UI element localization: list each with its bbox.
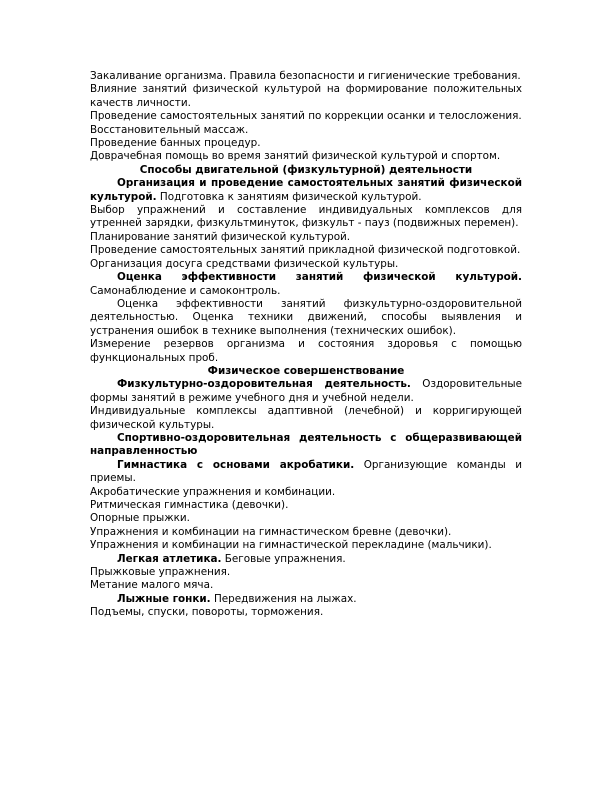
paragraph-gymnastics [90, 459, 522, 486]
paragraph-hardening: Закаливание организма. Правила безопасности и гигиенические требования. [90, 70, 521, 82]
bold-lead-organization: Организация и проведение самостоятельных занятий физической культурой. [90, 177, 522, 203]
paragraph-organization [90, 177, 522, 204]
paragraph-first-aid: Доврачебная помощь во время занятий физической культурой и спортом. [90, 150, 501, 163]
paragraph-throwing: Метание малого мяча. [90, 579, 214, 592]
paragraph-exercise-choice: Выбор упражнений и составление индивидуальных комплексов для утренней зарядки, физкультминуток, физкульт - пауз (подвижных перемен). [90, 204, 522, 230]
document-page [90, 70, 522, 620]
paragraph-applied-training: Проведение самостоятельных занятий прикладной физической подготовкой. [90, 244, 521, 257]
bold-lead-gymnastics: Гимнастика с основами акробатики. [117, 458, 355, 471]
paragraph-adaptive-complexes: Индивидуальные комплексы адаптивной (лечебной) и корригирующей физической культуры. [90, 405, 522, 431]
paragraph-organization-rest: Подготовка к занятиям физической культурой. [156, 190, 422, 203]
paragraph-planning: Планирование занятий физической культурой. [90, 230, 351, 243]
section-heading-methods: Способы двигательной (физкультурной) деятельности [139, 163, 473, 176]
paragraph-technique-evaluation: Оценка эффективности занятий физкультурно-оздоровительной деятельностью. Оценка техники движений, способы выявления и устранения ошибок в технике выполнения (технических ошибок). [90, 297, 522, 337]
paragraph-reserves: Измерение резервов организма и состояния здоровья с помощью функциональных проб. [90, 338, 522, 364]
paragraph-climbs: Подъемы, спуски, повороты, торможения. [90, 606, 324, 619]
paragraph-beam: Упражнения и комбинации на гимнастическом бревне (девочки). [90, 525, 452, 538]
paragraph-skiing [90, 593, 522, 606]
paragraph-health-activity [90, 378, 522, 405]
paragraph-athletics [90, 553, 522, 566]
paragraph-skiing-rest: Передвижения на лыжах. [210, 592, 357, 605]
paragraph-athletics-rest: Беговые упражнения. [221, 552, 346, 565]
paragraph-bath: Проведение банных процедур. [90, 137, 261, 150]
paragraph-acrobatics: Акробатические упражнения и комбинации. [90, 485, 336, 498]
paragraph-gymnastics-rest: Организующие команды и приемы. [90, 458, 522, 485]
paragraph-leisure: Организация досуга средствами физической культуры. [90, 257, 399, 270]
paragraph-sport-health: Спортивно-оздоровительная деятельность с общеразвивающей направленностью [90, 431, 522, 458]
paragraph-health-activity-rest: Оздоровительные формы занятий в режиме учебного дня и учебной недели. [90, 378, 522, 404]
bold-lead-evaluation: Оценка эффективности занятий физической культурой. [117, 271, 522, 284]
paragraph-influence: Влияние занятий физической культурой на формирование положительных качеств личности. [90, 83, 522, 109]
paragraph-posture: Проведение самостоятельных занятий по коррекции осанки и телосложения. [90, 110, 522, 123]
bold-lead-athletics: Легкая атлетика. [117, 552, 222, 565]
bold-lead-skiing: Лыжные гонки. [117, 592, 211, 605]
bold-lead-health-activity: Физкультурно-оздоровительная деятельность. [117, 378, 411, 391]
paragraph-bar: Упражнения и комбинации на гимнастической перекладине (мальчики). [90, 539, 492, 552]
paragraph-rhythmic: Ритмическая гимнастика (девочки). [90, 499, 289, 511]
paragraph-jumps: Прыжковые упражнения. [90, 566, 231, 579]
paragraph-evaluation [90, 271, 522, 298]
paragraph-massage: Восстановительный массаж. [90, 123, 249, 136]
section-heading-improvement: Физическое совершенствование [207, 364, 405, 377]
paragraph-vaults: Опорные прыжки. [90, 512, 190, 525]
paragraph-evaluation-rest: Самонаблюдение и самоконтроль. [90, 284, 281, 297]
